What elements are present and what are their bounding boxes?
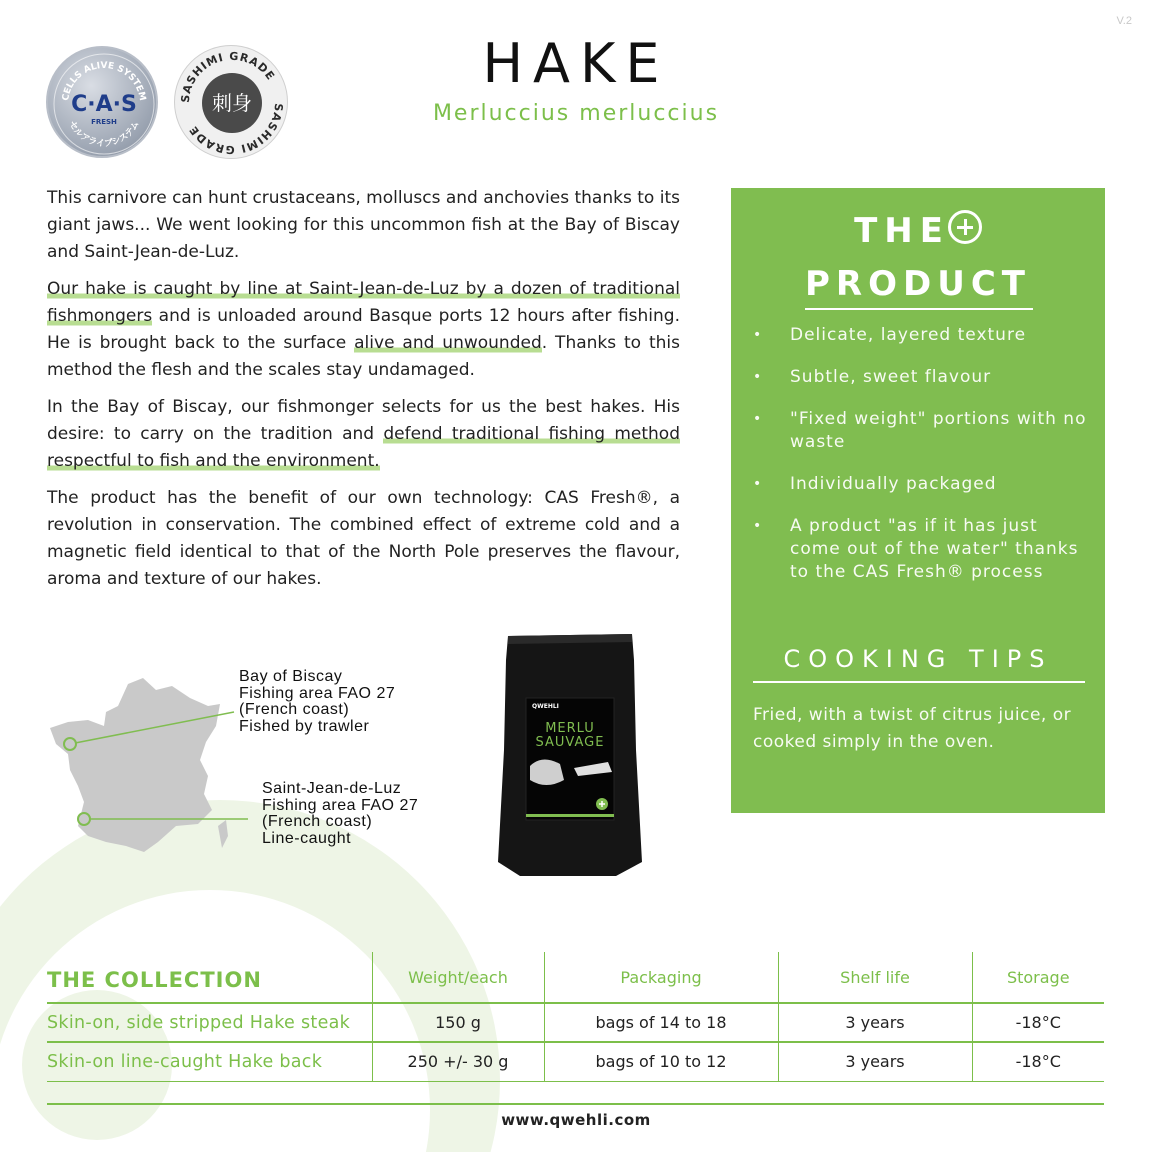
panel-heading <box>731 210 1105 251</box>
location-bay-of-biscay <box>239 669 395 735</box>
header-packaging: Packaging <box>544 952 778 1003</box>
paragraph-tradition-text: In the Bay of Biscay, our fishmonger selects for us the best hakes. His desire: to carry on the tradition and <box>47 397 680 444</box>
bag-name-line1: MERLU <box>545 721 595 736</box>
page-title: HAKE <box>482 32 670 95</box>
cooking-tips-text: Fried, with a twist of citrus juice, or cooked simply in the oven. <box>753 705 1072 752</box>
cas-center-text: C·A·S <box>71 92 137 117</box>
product-shelf-life: 3 years <box>778 1003 972 1042</box>
location-name: Saint-Jean-de-Luz <box>262 780 402 797</box>
product-bag-image <box>496 630 644 880</box>
product-weight: 250 +/- 30 g <box>372 1042 544 1081</box>
panel-heading-product: PRODUCT <box>805 264 1031 304</box>
panel-heading-the: THE <box>854 211 950 251</box>
product-weight: 150 g <box>372 1003 544 1042</box>
sashimi-ring-text-2: SASHIMI GRADE <box>186 102 286 157</box>
product-storage: -18°C <box>972 1003 1104 1042</box>
page-subtitle: Merluccius merluccius <box>432 101 720 126</box>
product-shelf-life: 3 years <box>778 1042 972 1081</box>
paragraph-fishing-text: and is unloaded around Basque ports 12 hours after fishing. He is brought back to the surface <box>47 306 680 353</box>
cas-bottom-text: セルアライブシステム <box>66 119 142 150</box>
product-name: Skin-on line-caught Hake back <box>47 1042 372 1081</box>
product-storage: -18°C <box>972 1042 1104 1081</box>
benefit-item: • Delicate, layered texture <box>753 324 1093 347</box>
cooking-divider <box>753 681 1085 683</box>
benefit-item: • Individually packaged <box>753 473 1093 496</box>
version-label: V.2 <box>1116 15 1132 27</box>
table-row <box>47 1003 1104 1042</box>
bag-brand: QWEHLI <box>532 703 559 710</box>
location-saint-jean-de-luz <box>262 781 418 847</box>
location-area: Fishing area FAO 27 <box>239 684 396 702</box>
location-name: Bay of Biscay <box>239 668 343 685</box>
paragraph-fishing <box>47 276 680 384</box>
location-coast: (French coast) <box>239 701 350 718</box>
cas-top-text: CELLS ALIVE SYSTEM <box>61 60 148 102</box>
france-map <box>48 676 248 866</box>
location-method: Line-caught <box>262 829 352 847</box>
location-coast: (French coast) <box>262 813 373 830</box>
highlight-fishing-method: defend traditional fishing method respectful to fish and the environment. <box>47 424 680 471</box>
product-packaging: bags of 10 to 12 <box>544 1042 778 1081</box>
header-weight: Weight/each <box>372 952 544 1003</box>
location-method: Fished by trawler <box>239 717 370 735</box>
highlight-traditional-fishmongers: Our hake is caught by line at Saint-Jean-de-Luz by a dozen of traditional fishmongers <box>47 279 680 326</box>
benefit-item: • "Fixed weight" portions with no waste <box>753 408 1093 454</box>
product-panel <box>731 188 1105 813</box>
sashimi-center-text: 刺身 <box>212 91 252 115</box>
paragraph-tradition <box>47 394 680 475</box>
paragraph-cas-fresh: The product has the benefit of our own technology: CAS Fresh®, a revolution in conservation. The combined effect of extreme cold and a magnetic field identical to that of the North Pole preserves the flavour, aroma and texture of our hakes. <box>47 488 680 589</box>
sashimi-ring-text: SASHIMI GRADE <box>178 49 278 104</box>
cas-small-text: FRESH <box>91 118 117 126</box>
benefit-item: • Subtle, sweet flavour <box>753 366 1093 389</box>
description <box>47 185 680 603</box>
location-area: Fishing area FAO 27 <box>262 796 419 814</box>
product-name: Skin-on, side stripped Hake steak <box>47 1003 372 1042</box>
footer-divider <box>47 1103 1104 1105</box>
cooking-tips-title: COOKING TIPS <box>783 645 1053 673</box>
table-row <box>47 1042 1104 1081</box>
collection-title: THE COLLECTION <box>47 952 372 1003</box>
paragraph-intro: This carnivore can hunt crustaceans, molluscs and anchovies thanks to its giant jaws... We went looking for this uncommon fish at the Bay of Biscay and Saint-Jean-de-Luz. <box>47 188 680 262</box>
highlight-alive-unwounded: alive and unwounded <box>354 333 542 353</box>
website-link[interactable]: www.qwehli.com <box>501 1111 651 1129</box>
header-shelf-life: Shelf life <box>778 952 972 1003</box>
paragraph-fishing-end: . Thanks to this method the flesh and the scales stay undamaged. <box>47 333 680 380</box>
plus-icon <box>948 210 982 244</box>
collection-table <box>47 952 1104 1082</box>
benefit-item: • A product "as if it has just come out of the water" thanks to the CAS Fresh® process <box>753 515 1093 584</box>
bag-name-line2: SAUVAGE <box>535 735 605 750</box>
benefits-list <box>753 324 1093 603</box>
header-storage: Storage <box>972 952 1104 1003</box>
product-packaging: bags of 14 to 18 <box>544 1003 778 1042</box>
panel-divider <box>805 308 1033 310</box>
